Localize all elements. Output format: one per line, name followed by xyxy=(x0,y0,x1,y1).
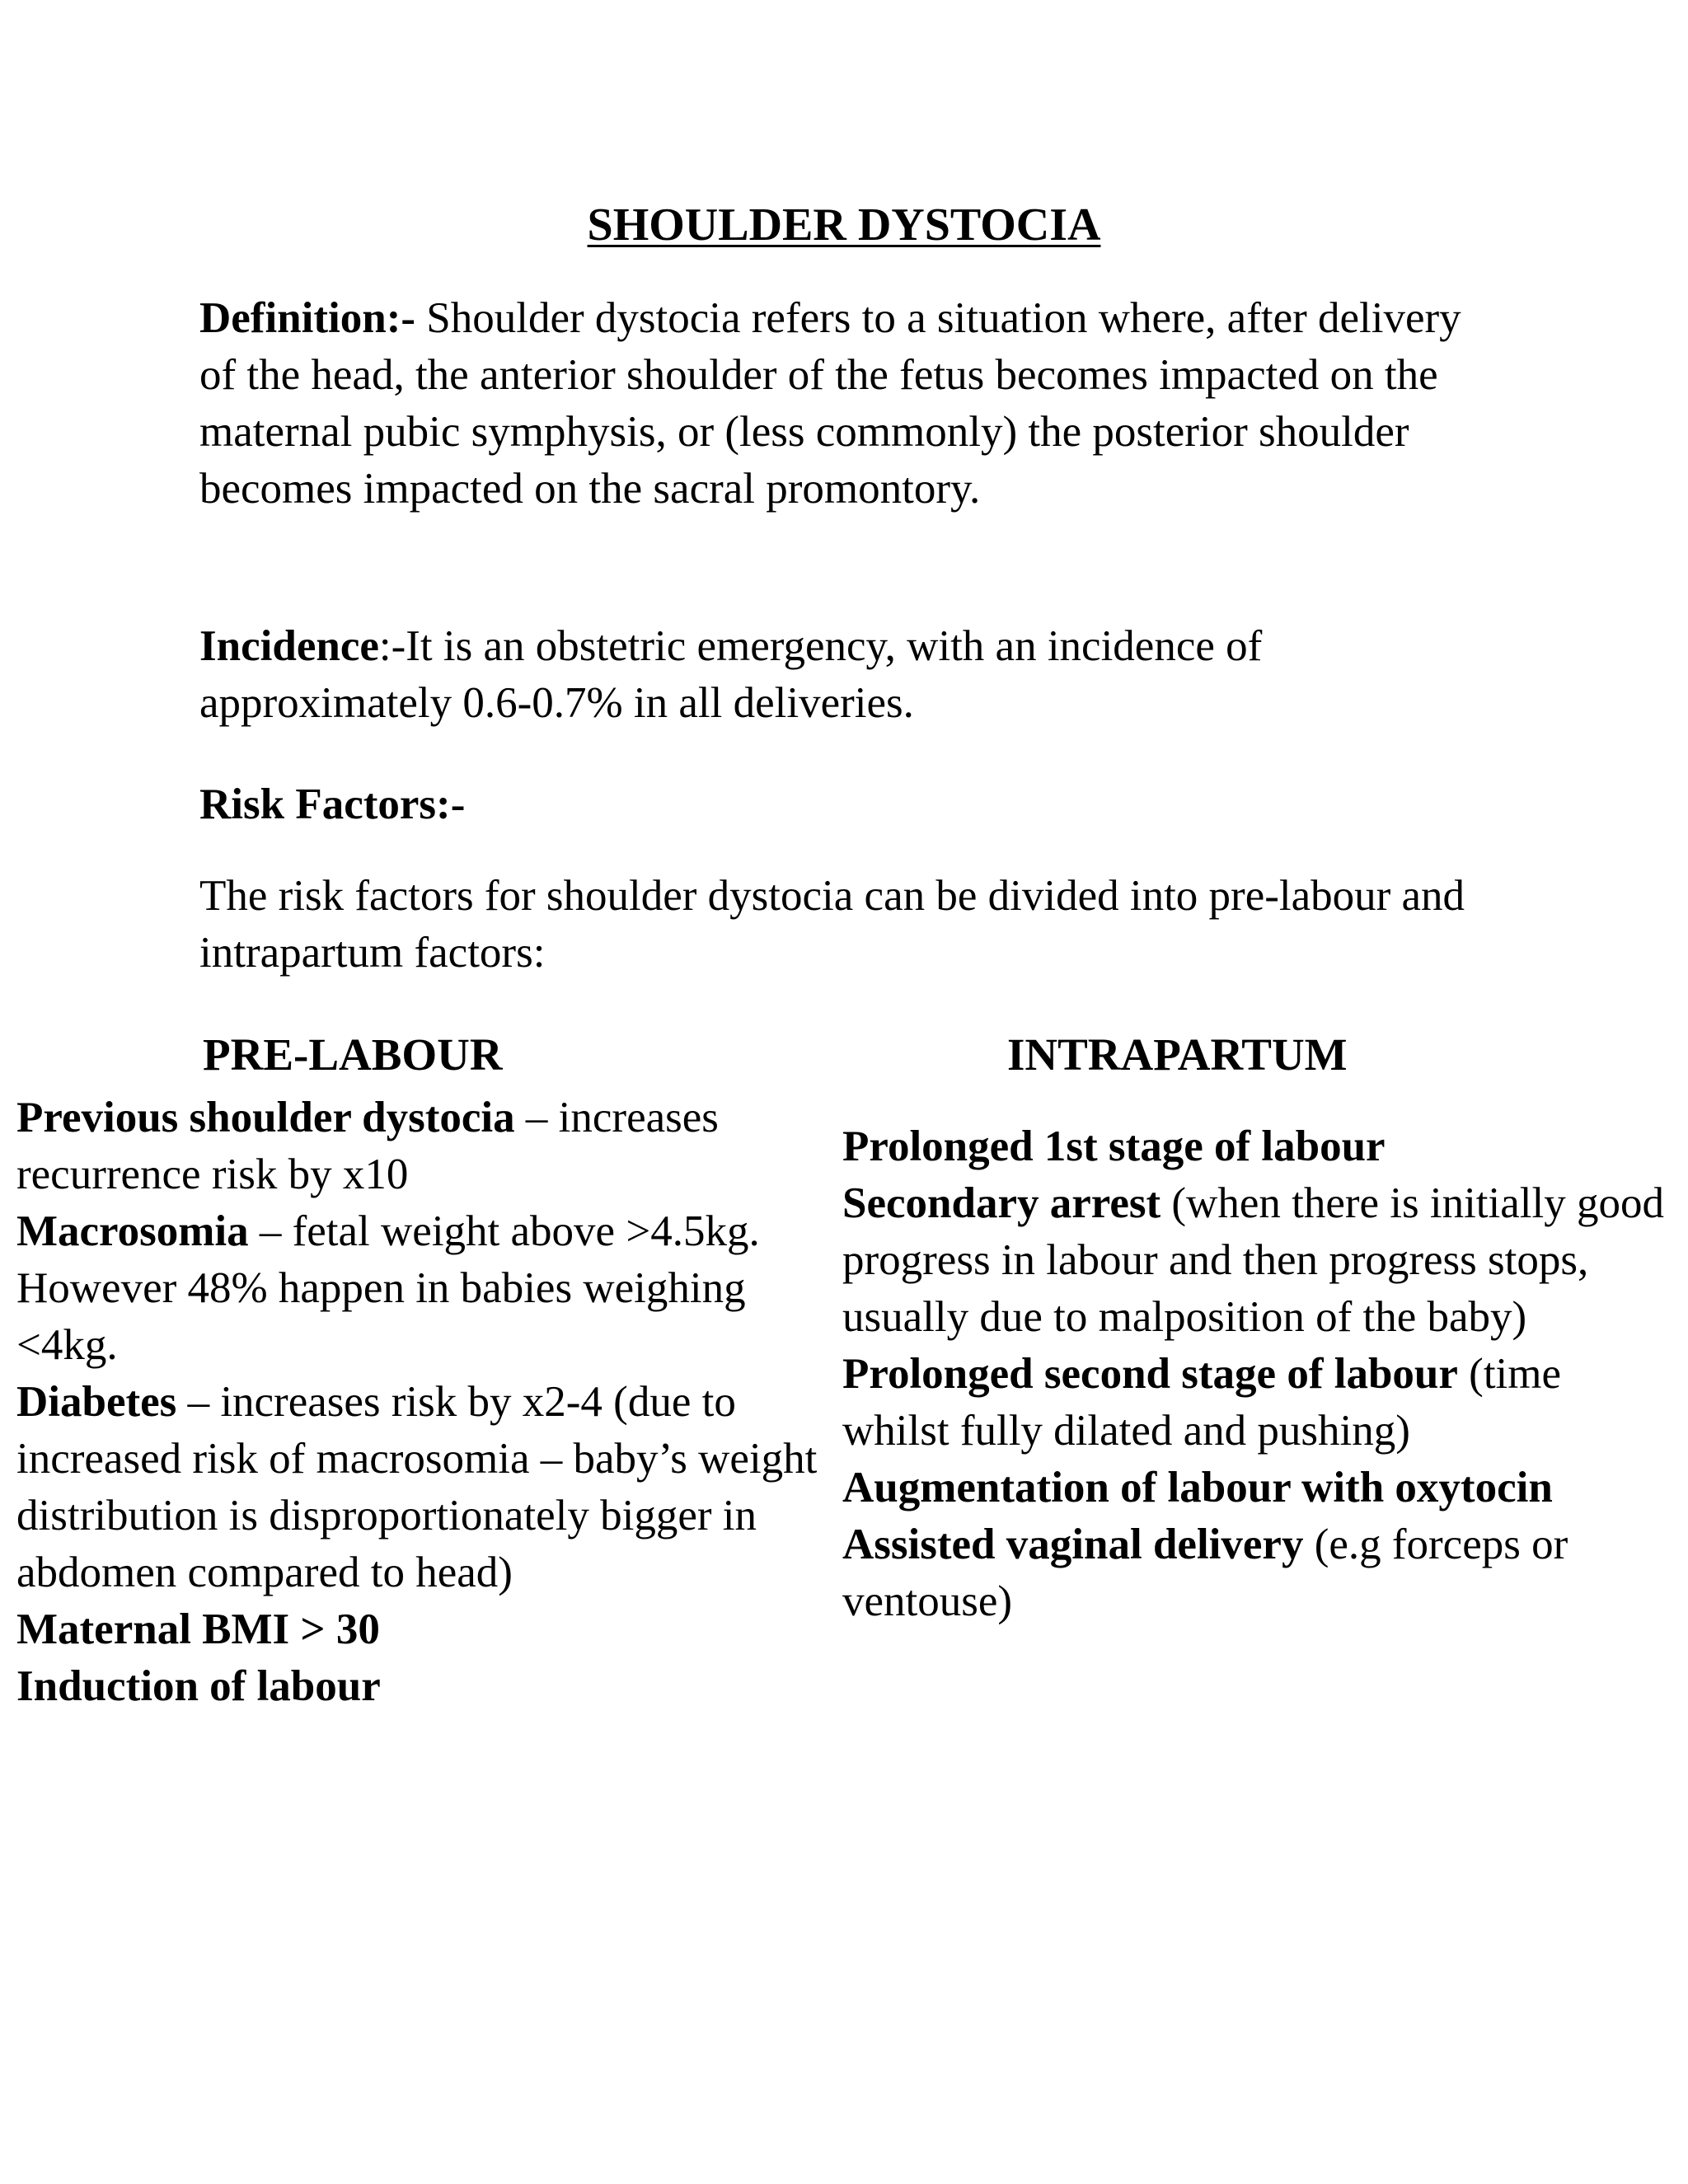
definition-label: Definition:- xyxy=(199,294,416,342)
intrapartum-item xyxy=(842,1175,1675,1346)
definition-text: Shoulder dystocia refers to a situation where, after delivery of the head, the anterior shoulder of the fetus becomes impacted on the maternal pubic symphysis, or (less commonly) the posterior shoulder becomes impacted on the sacral promontory. xyxy=(199,294,1461,513)
intrapartum-item-term: Secondary arrest xyxy=(842,1179,1161,1227)
intrapartum-item xyxy=(842,1460,1675,1516)
intrapartum-item xyxy=(842,1118,1675,1175)
risk-factors-intro: The risk factors for shoulder dystocia can be divided into pre-labour and intrapartum factors: xyxy=(199,872,1465,977)
pre-labour-item-term: Maternal BMI > 30 xyxy=(16,1605,380,1653)
page-title-text: SHOULDER DYSTOCIA xyxy=(587,199,1101,251)
intrapartum-list xyxy=(842,1118,1675,1630)
page-title xyxy=(0,196,1688,254)
pre-labour-item xyxy=(16,1374,841,1601)
pre-labour-item xyxy=(16,1658,841,1715)
risk-factors-heading: Risk Factors:- xyxy=(199,780,466,828)
intrapartum-item-term: Prolonged 1st stage of labour xyxy=(842,1122,1386,1170)
intrapartum-item xyxy=(842,1516,1675,1630)
intrapartum-item-text: (e.g forceps or ventouse) xyxy=(842,1521,1568,1625)
pre-labour-item xyxy=(16,1203,841,1374)
pre-labour-heading: PRE-LABOUR xyxy=(203,1029,503,1080)
intrapartum-item-term: Prolonged second stage of labour xyxy=(842,1350,1458,1398)
pre-labour-list xyxy=(16,1090,841,1715)
intrapartum-item-term: Augmentation of labour with oxytocin xyxy=(842,1464,1553,1511)
incidence-paragraph xyxy=(199,618,1502,732)
pre-labour-item-text: – increases recurrence risk by x10 xyxy=(16,1094,719,1198)
intrapartum-item-text: (time whilst fully dilated and pushing) xyxy=(842,1350,1562,1455)
intrapartum-item-term: Assisted vaginal delivery xyxy=(842,1521,1304,1568)
intrapartum-heading: INTRAPARTUM xyxy=(1007,1029,1348,1080)
incidence-text: :-It is an obstetric emergency, with an incidence of approximately 0.6-0.7% in all deliveries. xyxy=(199,622,1263,727)
pre-labour-item-text: – increases risk by x2-4 (due to increased risk of macrosomia – baby’s weight distribution is disproportionately bigger in abdomen compared to head) xyxy=(16,1378,818,1596)
pre-labour-item-text: – fetal weight above >4.5kg. However 48% happen in babies weighing <4kg. xyxy=(16,1207,760,1369)
intrapartum-item xyxy=(842,1346,1675,1460)
pre-labour-item-term: Macrosomia xyxy=(16,1207,249,1255)
pre-labour-item-term: Diabetes xyxy=(16,1378,177,1426)
intrapartum-item-text: (when there is initially good progress in labour and then progress stops, usually due to malposition of the baby) xyxy=(842,1179,1664,1341)
definition-paragraph xyxy=(199,290,1502,518)
pre-labour-item-term: Previous shoulder dystocia xyxy=(16,1094,515,1141)
pre-labour-item xyxy=(16,1090,841,1203)
pre-labour-item xyxy=(16,1601,841,1658)
pre-labour-item-term: Induction of labour xyxy=(16,1662,381,1710)
incidence-label: Incidence xyxy=(199,622,379,670)
